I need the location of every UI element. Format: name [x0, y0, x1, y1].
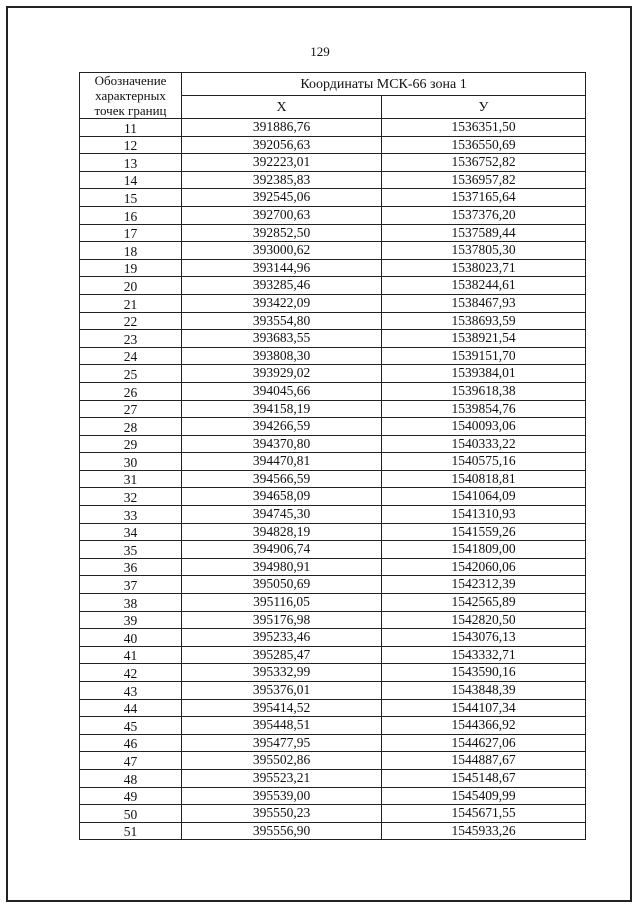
x-column-header: Х — [182, 96, 382, 119]
x-coordinate-cell: 395233,46 — [182, 629, 382, 647]
point-number-cell: 18 — [80, 242, 182, 260]
x-coordinate-cell: 394566,59 — [182, 470, 382, 488]
table-row — [80, 646, 586, 664]
table-row — [80, 594, 586, 612]
table-row — [80, 294, 586, 312]
y-coordinate-cell: 1544107,34 — [382, 699, 586, 717]
point-number-cell: 22 — [80, 312, 182, 330]
table-row — [80, 699, 586, 717]
x-coordinate-cell: 395539,00 — [182, 787, 382, 805]
x-coordinate-cell: 393554,80 — [182, 312, 382, 330]
table-row — [80, 136, 586, 154]
y-coordinate-cell: 1542565,89 — [382, 594, 586, 612]
point-number-cell: 20 — [80, 277, 182, 295]
x-coordinate-cell: 392056,63 — [182, 136, 382, 154]
table-row — [80, 611, 586, 629]
table-row — [80, 312, 586, 330]
y-coordinate-cell: 1539618,38 — [382, 382, 586, 400]
x-coordinate-cell: 393929,02 — [182, 365, 382, 383]
x-coordinate-cell: 394745,30 — [182, 506, 382, 524]
x-coordinate-cell: 395502,86 — [182, 752, 382, 770]
table-row — [80, 629, 586, 647]
table-row — [80, 171, 586, 189]
table-row — [80, 242, 586, 260]
y-coordinate-cell: 1544627,06 — [382, 734, 586, 752]
table-row — [80, 259, 586, 277]
point-number-cell: 23 — [80, 330, 182, 348]
y-coordinate-cell: 1540818,81 — [382, 470, 586, 488]
table-row — [80, 523, 586, 541]
y-coordinate-cell: 1537376,20 — [382, 206, 586, 224]
y-coordinate-cell: 1540333,22 — [382, 435, 586, 453]
table-row — [80, 769, 586, 787]
y-coordinate-cell: 1543076,13 — [382, 629, 586, 647]
point-number-cell: 32 — [80, 488, 182, 506]
y-coordinate-cell: 1545933,26 — [382, 822, 586, 840]
point-number-cell: 12 — [80, 136, 182, 154]
y-coordinate-cell: 1537165,64 — [382, 189, 586, 207]
point-number-cell: 19 — [80, 259, 182, 277]
coordinate-system-header: Координаты МСК-66 зона 1 — [182, 73, 586, 96]
y-coordinate-cell: 1541064,09 — [382, 488, 586, 506]
y-coordinate-cell: 1540575,16 — [382, 453, 586, 471]
y-coordinate-cell: 1542312,39 — [382, 576, 586, 594]
point-number-cell: 41 — [80, 646, 182, 664]
x-coordinate-cell: 394828,19 — [182, 523, 382, 541]
table-row — [80, 541, 586, 559]
y-coordinate-cell: 1538921,54 — [382, 330, 586, 348]
y-coordinate-cell: 1539151,70 — [382, 347, 586, 365]
x-coordinate-cell: 394370,80 — [182, 435, 382, 453]
point-number-cell: 29 — [80, 435, 182, 453]
point-number-cell: 50 — [80, 805, 182, 823]
point-number-cell: 21 — [80, 294, 182, 312]
x-coordinate-cell: 394980,91 — [182, 558, 382, 576]
x-coordinate-cell: 395376,01 — [182, 682, 382, 700]
x-coordinate-cell: 395556,90 — [182, 822, 382, 840]
table-row — [80, 224, 586, 242]
y-coordinate-cell: 1536752,82 — [382, 154, 586, 172]
x-coordinate-cell: 395116,05 — [182, 594, 382, 612]
table-row — [80, 418, 586, 436]
table-row — [80, 488, 586, 506]
y-coordinate-cell: 1538693,59 — [382, 312, 586, 330]
point-number-cell: 14 — [80, 171, 182, 189]
table-row — [80, 400, 586, 418]
x-coordinate-cell: 392700,63 — [182, 206, 382, 224]
table-row — [80, 682, 586, 700]
point-number-cell: 40 — [80, 629, 182, 647]
x-coordinate-cell: 395550,23 — [182, 805, 382, 823]
point-number-cell: 48 — [80, 769, 182, 787]
x-coordinate-cell: 391886,76 — [182, 119, 382, 137]
x-coordinate-cell: 393285,46 — [182, 277, 382, 295]
table-row — [80, 435, 586, 453]
y-coordinate-cell: 1541559,26 — [382, 523, 586, 541]
point-number-cell: 37 — [80, 576, 182, 594]
y-coordinate-cell: 1545671,55 — [382, 805, 586, 823]
point-number-cell: 39 — [80, 611, 182, 629]
table-row — [80, 576, 586, 594]
x-coordinate-cell: 394158,19 — [182, 400, 382, 418]
y-coordinate-cell: 1537589,44 — [382, 224, 586, 242]
point-number-cell: 35 — [80, 541, 182, 559]
x-coordinate-cell: 395448,51 — [182, 717, 382, 735]
point-number-cell: 47 — [80, 752, 182, 770]
table-row — [80, 382, 586, 400]
table-row — [80, 154, 586, 172]
point-number-cell: 26 — [80, 382, 182, 400]
table-row — [80, 189, 586, 207]
y-coordinate-cell: 1541310,93 — [382, 506, 586, 524]
point-number-cell: 28 — [80, 418, 182, 436]
table-row — [80, 664, 586, 682]
table-row — [80, 453, 586, 471]
y-coordinate-cell: 1542820,50 — [382, 611, 586, 629]
point-number-cell: 31 — [80, 470, 182, 488]
y-coordinate-cell: 1539384,01 — [382, 365, 586, 383]
point-number-cell: 38 — [80, 594, 182, 612]
x-coordinate-cell: 394658,09 — [182, 488, 382, 506]
table-row — [80, 119, 586, 137]
table-row — [80, 734, 586, 752]
x-coordinate-cell: 395477,95 — [182, 734, 382, 752]
y-coordinate-cell: 1540093,06 — [382, 418, 586, 436]
y-coordinate-cell: 1538023,71 — [382, 259, 586, 277]
point-number-cell: 11 — [80, 119, 182, 137]
table-body — [80, 119, 586, 840]
x-coordinate-cell: 392223,01 — [182, 154, 382, 172]
x-coordinate-cell: 395414,52 — [182, 699, 382, 717]
table-row — [80, 822, 586, 840]
page-number: 129 — [310, 44, 330, 59]
y-coordinate-cell: 1539854,76 — [382, 400, 586, 418]
point-number-cell: 44 — [80, 699, 182, 717]
table-row — [80, 347, 586, 365]
table-row — [80, 752, 586, 770]
table-row — [80, 470, 586, 488]
y-coordinate-cell: 1536351,50 — [382, 119, 586, 137]
table-row — [80, 277, 586, 295]
x-coordinate-cell: 395176,98 — [182, 611, 382, 629]
point-number-cell: 24 — [80, 347, 182, 365]
point-number-cell: 27 — [80, 400, 182, 418]
y-coordinate-cell: 1536957,82 — [382, 171, 586, 189]
table-row — [80, 717, 586, 735]
y-coordinate-cell: 1541809,00 — [382, 541, 586, 559]
y-coordinate-cell: 1543848,39 — [382, 682, 586, 700]
y-coordinate-cell: 1545148,67 — [382, 769, 586, 787]
point-number-cell: 46 — [80, 734, 182, 752]
y-column-header: У — [382, 96, 586, 119]
x-coordinate-cell: 394906,74 — [182, 541, 382, 559]
point-number-cell: 30 — [80, 453, 182, 471]
x-coordinate-cell: 392545,06 — [182, 189, 382, 207]
x-coordinate-cell: 393144,96 — [182, 259, 382, 277]
x-coordinate-cell: 394045,66 — [182, 382, 382, 400]
point-number-cell: 13 — [80, 154, 182, 172]
x-coordinate-cell: 395523,21 — [182, 769, 382, 787]
x-coordinate-cell: 393683,55 — [182, 330, 382, 348]
y-coordinate-cell: 1538244,61 — [382, 277, 586, 295]
table-row — [80, 787, 586, 805]
point-column-header: Обозначение характерных точек границ — [80, 73, 182, 119]
coordinates-table — [79, 72, 586, 840]
point-number-cell: 17 — [80, 224, 182, 242]
y-coordinate-cell: 1537805,30 — [382, 242, 586, 260]
x-coordinate-cell: 393808,30 — [182, 347, 382, 365]
table-row — [80, 206, 586, 224]
x-coordinate-cell: 395332,99 — [182, 664, 382, 682]
y-coordinate-cell: 1544887,67 — [382, 752, 586, 770]
point-number-cell: 42 — [80, 664, 182, 682]
x-coordinate-cell: 394470,81 — [182, 453, 382, 471]
y-coordinate-cell: 1543590,16 — [382, 664, 586, 682]
table-row — [80, 805, 586, 823]
x-coordinate-cell: 392852,50 — [182, 224, 382, 242]
y-coordinate-cell: 1543332,71 — [382, 646, 586, 664]
y-coordinate-cell: 1545409,99 — [382, 787, 586, 805]
point-number-cell: 43 — [80, 682, 182, 700]
point-number-cell: 34 — [80, 523, 182, 541]
y-coordinate-cell: 1544366,92 — [382, 717, 586, 735]
table-row — [80, 506, 586, 524]
x-coordinate-cell: 392385,83 — [182, 171, 382, 189]
point-number-cell: 33 — [80, 506, 182, 524]
x-coordinate-cell: 395285,47 — [182, 646, 382, 664]
point-number-cell: 16 — [80, 206, 182, 224]
point-number-cell: 25 — [80, 365, 182, 383]
y-coordinate-cell: 1538467,93 — [382, 294, 586, 312]
table-row — [80, 330, 586, 348]
point-number-cell: 49 — [80, 787, 182, 805]
x-coordinate-cell: 394266,59 — [182, 418, 382, 436]
x-coordinate-cell: 393422,09 — [182, 294, 382, 312]
y-coordinate-cell: 1542060,06 — [382, 558, 586, 576]
x-coordinate-cell: 393000,62 — [182, 242, 382, 260]
table-row — [80, 365, 586, 383]
point-number-cell: 15 — [80, 189, 182, 207]
point-number-cell: 51 — [80, 822, 182, 840]
y-coordinate-cell: 1536550,69 — [382, 136, 586, 154]
point-number-cell: 36 — [80, 558, 182, 576]
point-number-cell: 45 — [80, 717, 182, 735]
table-row — [80, 558, 586, 576]
x-coordinate-cell: 395050,69 — [182, 576, 382, 594]
